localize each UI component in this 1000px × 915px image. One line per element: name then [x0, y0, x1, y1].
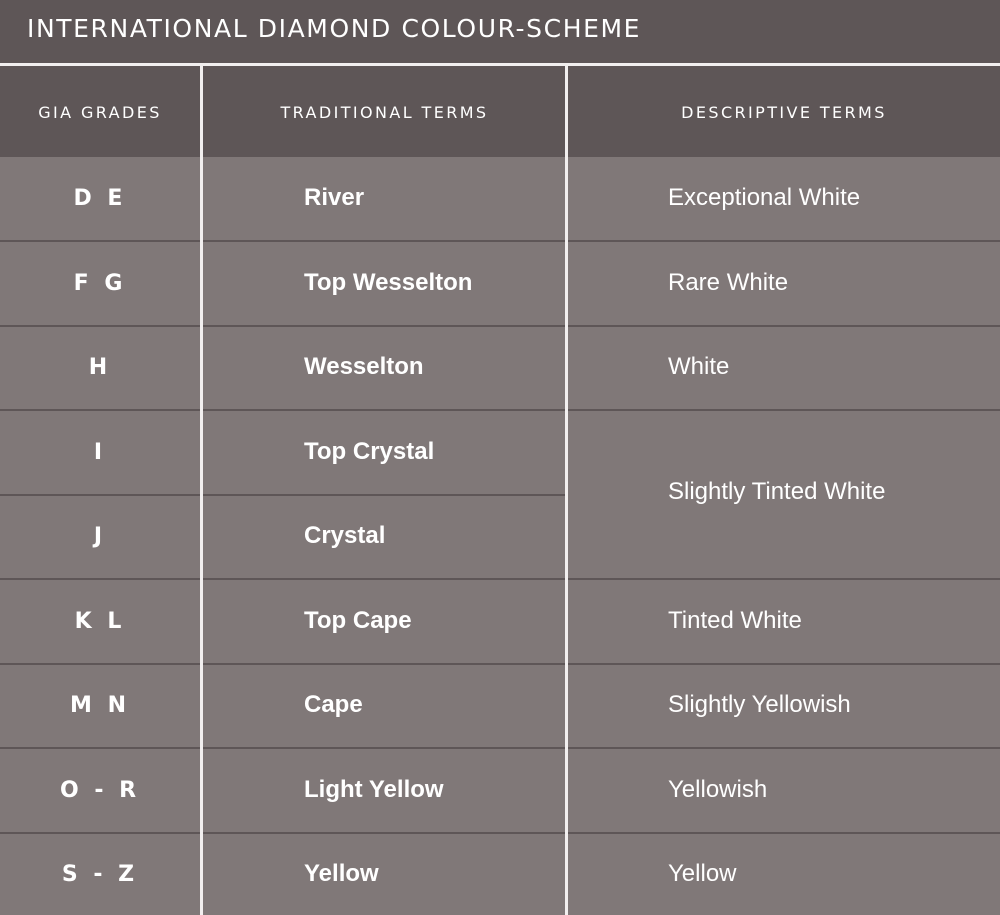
header-gia-grades	[0, 66, 200, 157]
descriptive-term-cell: Slightly Tinted White	[668, 478, 886, 505]
header-descriptive-terms-label: DESCRIPTIVE TERMS	[681, 103, 887, 122]
column-divider	[200, 66, 203, 915]
header-traditional-terms	[203, 66, 566, 157]
descriptive-term-cell: Slightly Yellowish	[668, 691, 851, 718]
row-divider	[0, 409, 566, 411]
grade-cell: M N	[70, 693, 130, 718]
row-divider	[568, 325, 1000, 327]
row-divider	[568, 747, 1000, 749]
header-gia-grades-label: GIA GRADES	[38, 103, 162, 122]
header-descriptive-terms	[568, 66, 1000, 157]
grade-cell: K L	[74, 609, 126, 634]
grade-cell: S - Z	[61, 862, 139, 887]
traditional-term-cell: Yellow	[304, 860, 379, 887]
grade-cell: H	[88, 355, 112, 380]
row-divider	[568, 409, 1000, 411]
header-traditional-terms-label: TRADITIONAL TERMS	[280, 103, 489, 122]
row-divider	[0, 578, 566, 580]
row-divider	[0, 663, 566, 665]
row-divider	[0, 240, 566, 242]
grade-cell: F G	[73, 271, 127, 296]
grade-cell: O - R	[59, 778, 141, 803]
row-divider	[0, 832, 566, 834]
row-divider	[0, 747, 566, 749]
grade-cell: D E	[73, 186, 127, 211]
traditional-term-cell: Top Cape	[304, 607, 412, 634]
descriptive-term-cell: Yellow	[668, 860, 737, 887]
row-divider	[568, 663, 1000, 665]
traditional-term-cell: Light Yellow	[304, 776, 444, 803]
row-divider	[0, 494, 566, 496]
title-bar	[0, 0, 1000, 63]
traditional-term-cell: Wesselton	[304, 353, 424, 380]
descriptive-term-cell: Exceptional White	[668, 184, 861, 211]
column-divider	[565, 66, 568, 915]
row-divider	[568, 240, 1000, 242]
row-divider	[568, 578, 1000, 580]
row-divider	[0, 325, 566, 327]
row-divider	[568, 832, 1000, 834]
traditional-term-cell: Top Wesselton	[304, 269, 473, 296]
traditional-term-cell: Cape	[304, 691, 363, 718]
descriptive-term-cell: Rare White	[668, 269, 789, 296]
traditional-term-cell: Crystal	[304, 522, 386, 549]
grade-cell: J	[93, 524, 107, 549]
traditional-term-cell: Top Crystal	[304, 438, 435, 465]
descriptive-term-cell: Tinted White	[668, 607, 802, 634]
descriptive-term-cell: White	[668, 353, 730, 380]
table-title: INTERNATIONAL DIAMOND COLOUR-SCHEME	[27, 14, 642, 43]
traditional-term-cell: River	[304, 184, 365, 211]
descriptive-term-cell: Yellowish	[668, 776, 768, 803]
grade-cell: I	[93, 440, 107, 465]
